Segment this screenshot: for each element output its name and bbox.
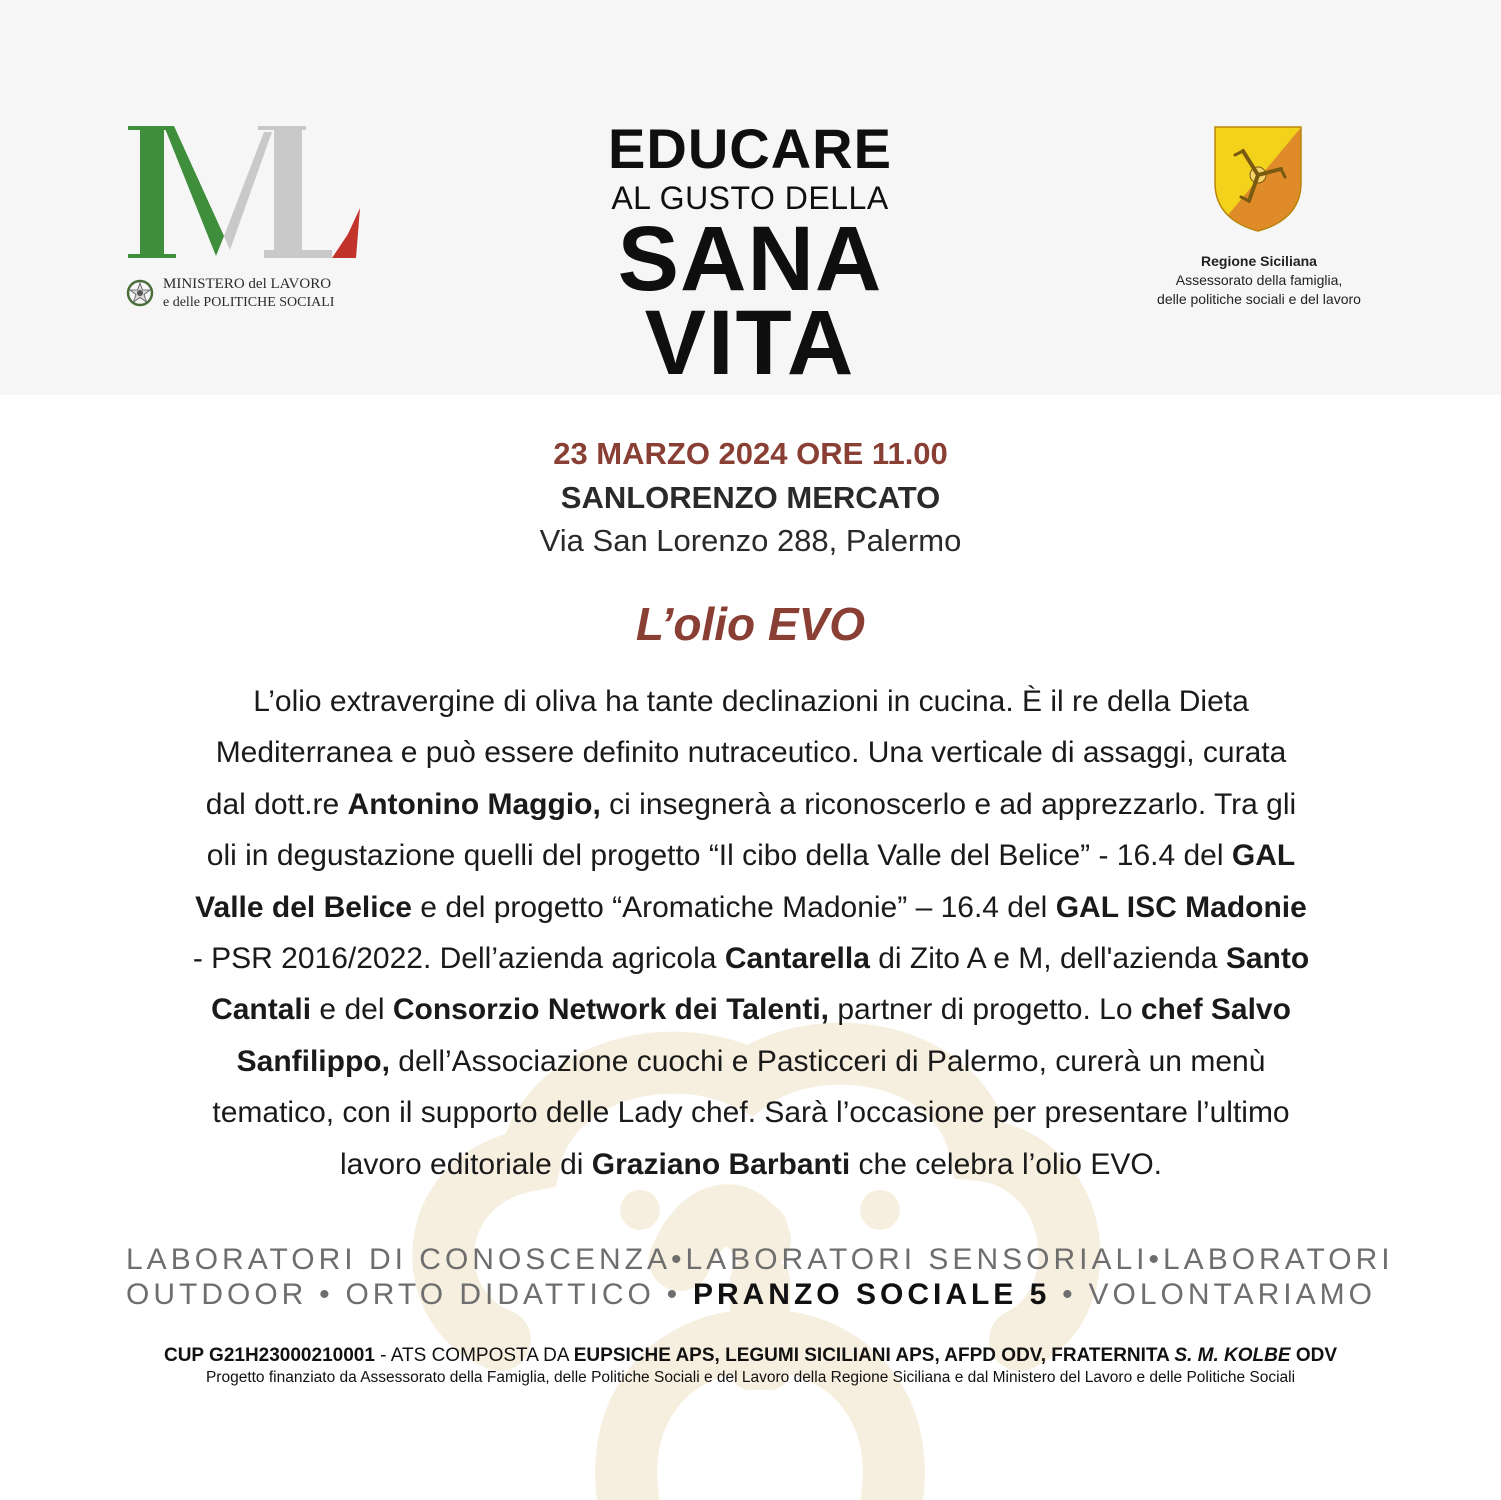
- region-name: Regione Siciliana: [1201, 253, 1317, 269]
- text-run: Mediterranea e può essere definito nutraceutico. Una verticale di assaggi, curata: [215, 736, 1287, 770]
- ministry-name-line1: MINISTERO del LAVORO: [163, 276, 332, 292]
- text-run: di Zito A e M, dell'azienda: [869, 942, 1226, 976]
- bold-run: GAL ISC Madonie: [1055, 890, 1307, 924]
- bold-run: chef Salvo: [1140, 993, 1291, 1027]
- bold-run: Santo: [1225, 942, 1310, 976]
- region-department-line2: delle politiche sociali e del lavoro: [1157, 291, 1361, 307]
- text-run: che celebra l’olio EVO.: [850, 1147, 1163, 1181]
- footer-run: CUP G21H23000210001: [163, 1345, 375, 1366]
- text-run: e del progetto “Aromatiche Madonie” – 16.4 del: [411, 890, 1056, 924]
- footer-run: - ATS COMPOSTA DA: [374, 1345, 574, 1366]
- description-paragraph: [126, 676, 1376, 1190]
- ministero-lavoro-logo: [126, 124, 362, 260]
- activity-item: OUTDOOR: [126, 1278, 308, 1311]
- italian-republic-emblem-icon: [126, 278, 154, 308]
- text-run: dell’Associazione cuochi e Pasticceri di Palermo, curerà un menù: [389, 1044, 1266, 1078]
- title-line-sana: SANA: [617, 208, 883, 310]
- text-run: - PSR 2016/2022. Dell’azienda agricola: [192, 942, 725, 976]
- bold-run: Cantarella: [724, 942, 870, 976]
- paragraph-line: [126, 727, 1376, 778]
- bold-run: Valle del Belice: [195, 890, 412, 924]
- footer-run: S. M. KOLBE: [1174, 1345, 1291, 1366]
- separator-dot: •: [670, 1243, 686, 1276]
- paragraph-line: [126, 1087, 1376, 1138]
- trinacria-shield-icon: [1213, 125, 1303, 233]
- text-run: partner di progetto. Lo: [829, 993, 1141, 1027]
- separator-dot: •: [666, 1278, 682, 1311]
- ministry-name-line2: e delle POLITICHE SOCIALI: [163, 295, 335, 310]
- bold-run: Consorzio Network dei Talenti,: [392, 993, 829, 1027]
- paragraph-line: [126, 933, 1376, 984]
- paragraph-line: [126, 779, 1376, 830]
- text-run: e del: [311, 993, 393, 1027]
- topic-title: L’olio EVO: [635, 598, 866, 650]
- bold-run: GAL: [1231, 839, 1296, 873]
- paragraph-line: [126, 984, 1376, 1035]
- event-address: Via San Lorenzo 288, Palermo: [539, 523, 962, 558]
- paragraph-line: [126, 830, 1376, 881]
- text-run: lavoro editoriale di: [339, 1147, 592, 1181]
- activity-item: VOLONTARIAMO: [1088, 1278, 1376, 1311]
- footer-run: EUPSICHE APS, LEGUMI SICILIANI APS, AFPD ODV, FRATERNITA: [573, 1345, 1175, 1366]
- bold-run: Antonino Maggio,: [347, 787, 601, 821]
- bold-run: Cantali: [211, 993, 312, 1027]
- text-run: L’olio extravergine di oliva ha tante declinazioni in cucina. È il re della Dieta: [253, 685, 1249, 718]
- activity-item: ORTO DIDATTICO: [345, 1278, 655, 1311]
- title-line-vita: VITA: [644, 292, 856, 394]
- event-venue: SANLORENZO MERCATO: [560, 480, 941, 515]
- footer-cup-line: [0, 1344, 1501, 1368]
- text-run: oli in degustazione quelli del progetto “Il cibo della Valle del Belice” - 16.4 del: [206, 839, 1232, 873]
- bold-run: Graziano Barbanti: [591, 1147, 851, 1181]
- region-department-line1: Assessorato della famiglia,: [1175, 272, 1343, 288]
- activity-item: LABORATORI SENSORIALI: [685, 1243, 1149, 1276]
- footer-funding-line: Progetto finanziato da Assessorato della Famiglia, delle Politiche Sociali e del Lavoro della Regione Siciliana e dal Ministero del Lavoro e delle Politiche Sociali: [205, 1369, 1296, 1386]
- footer-run: ODV: [1290, 1345, 1337, 1366]
- separator-dot: •: [1062, 1278, 1077, 1311]
- text-run: dal dott.re: [205, 787, 348, 821]
- paragraph-line: [126, 676, 1376, 727]
- activities-list-row2: [126, 1277, 1376, 1313]
- text-run: tematico, con il supporto delle Lady chef. Sarà l’occasione per presentare l’ultimo: [212, 1096, 1290, 1130]
- event-date: 23 MARZO 2024 ORE 11.00: [553, 436, 948, 471]
- text-run: ci insegnerà a riconoscerlo e ad apprezzarlo. Tra gli: [600, 787, 1297, 821]
- activity-item-highlighted: PRANZO SOCIALE 5: [692, 1278, 1051, 1311]
- separator-dot: •: [319, 1278, 334, 1311]
- title-line-al-gusto: AL GUSTO DELLA: [611, 180, 889, 216]
- bold-run: Sanfilippo,: [236, 1044, 390, 1078]
- paragraph-line: [126, 1036, 1376, 1087]
- title-line-educare: EDUCARE: [608, 117, 892, 180]
- separator-dot: •: [1148, 1243, 1163, 1276]
- activities-list-row1: [126, 1242, 1394, 1278]
- paragraph-line: [126, 882, 1376, 933]
- paragraph-line: [126, 1139, 1376, 1190]
- activity-item: LABORATORI DI CONOSCENZA: [126, 1243, 671, 1276]
- activity-item: LABORATORI: [1163, 1243, 1394, 1276]
